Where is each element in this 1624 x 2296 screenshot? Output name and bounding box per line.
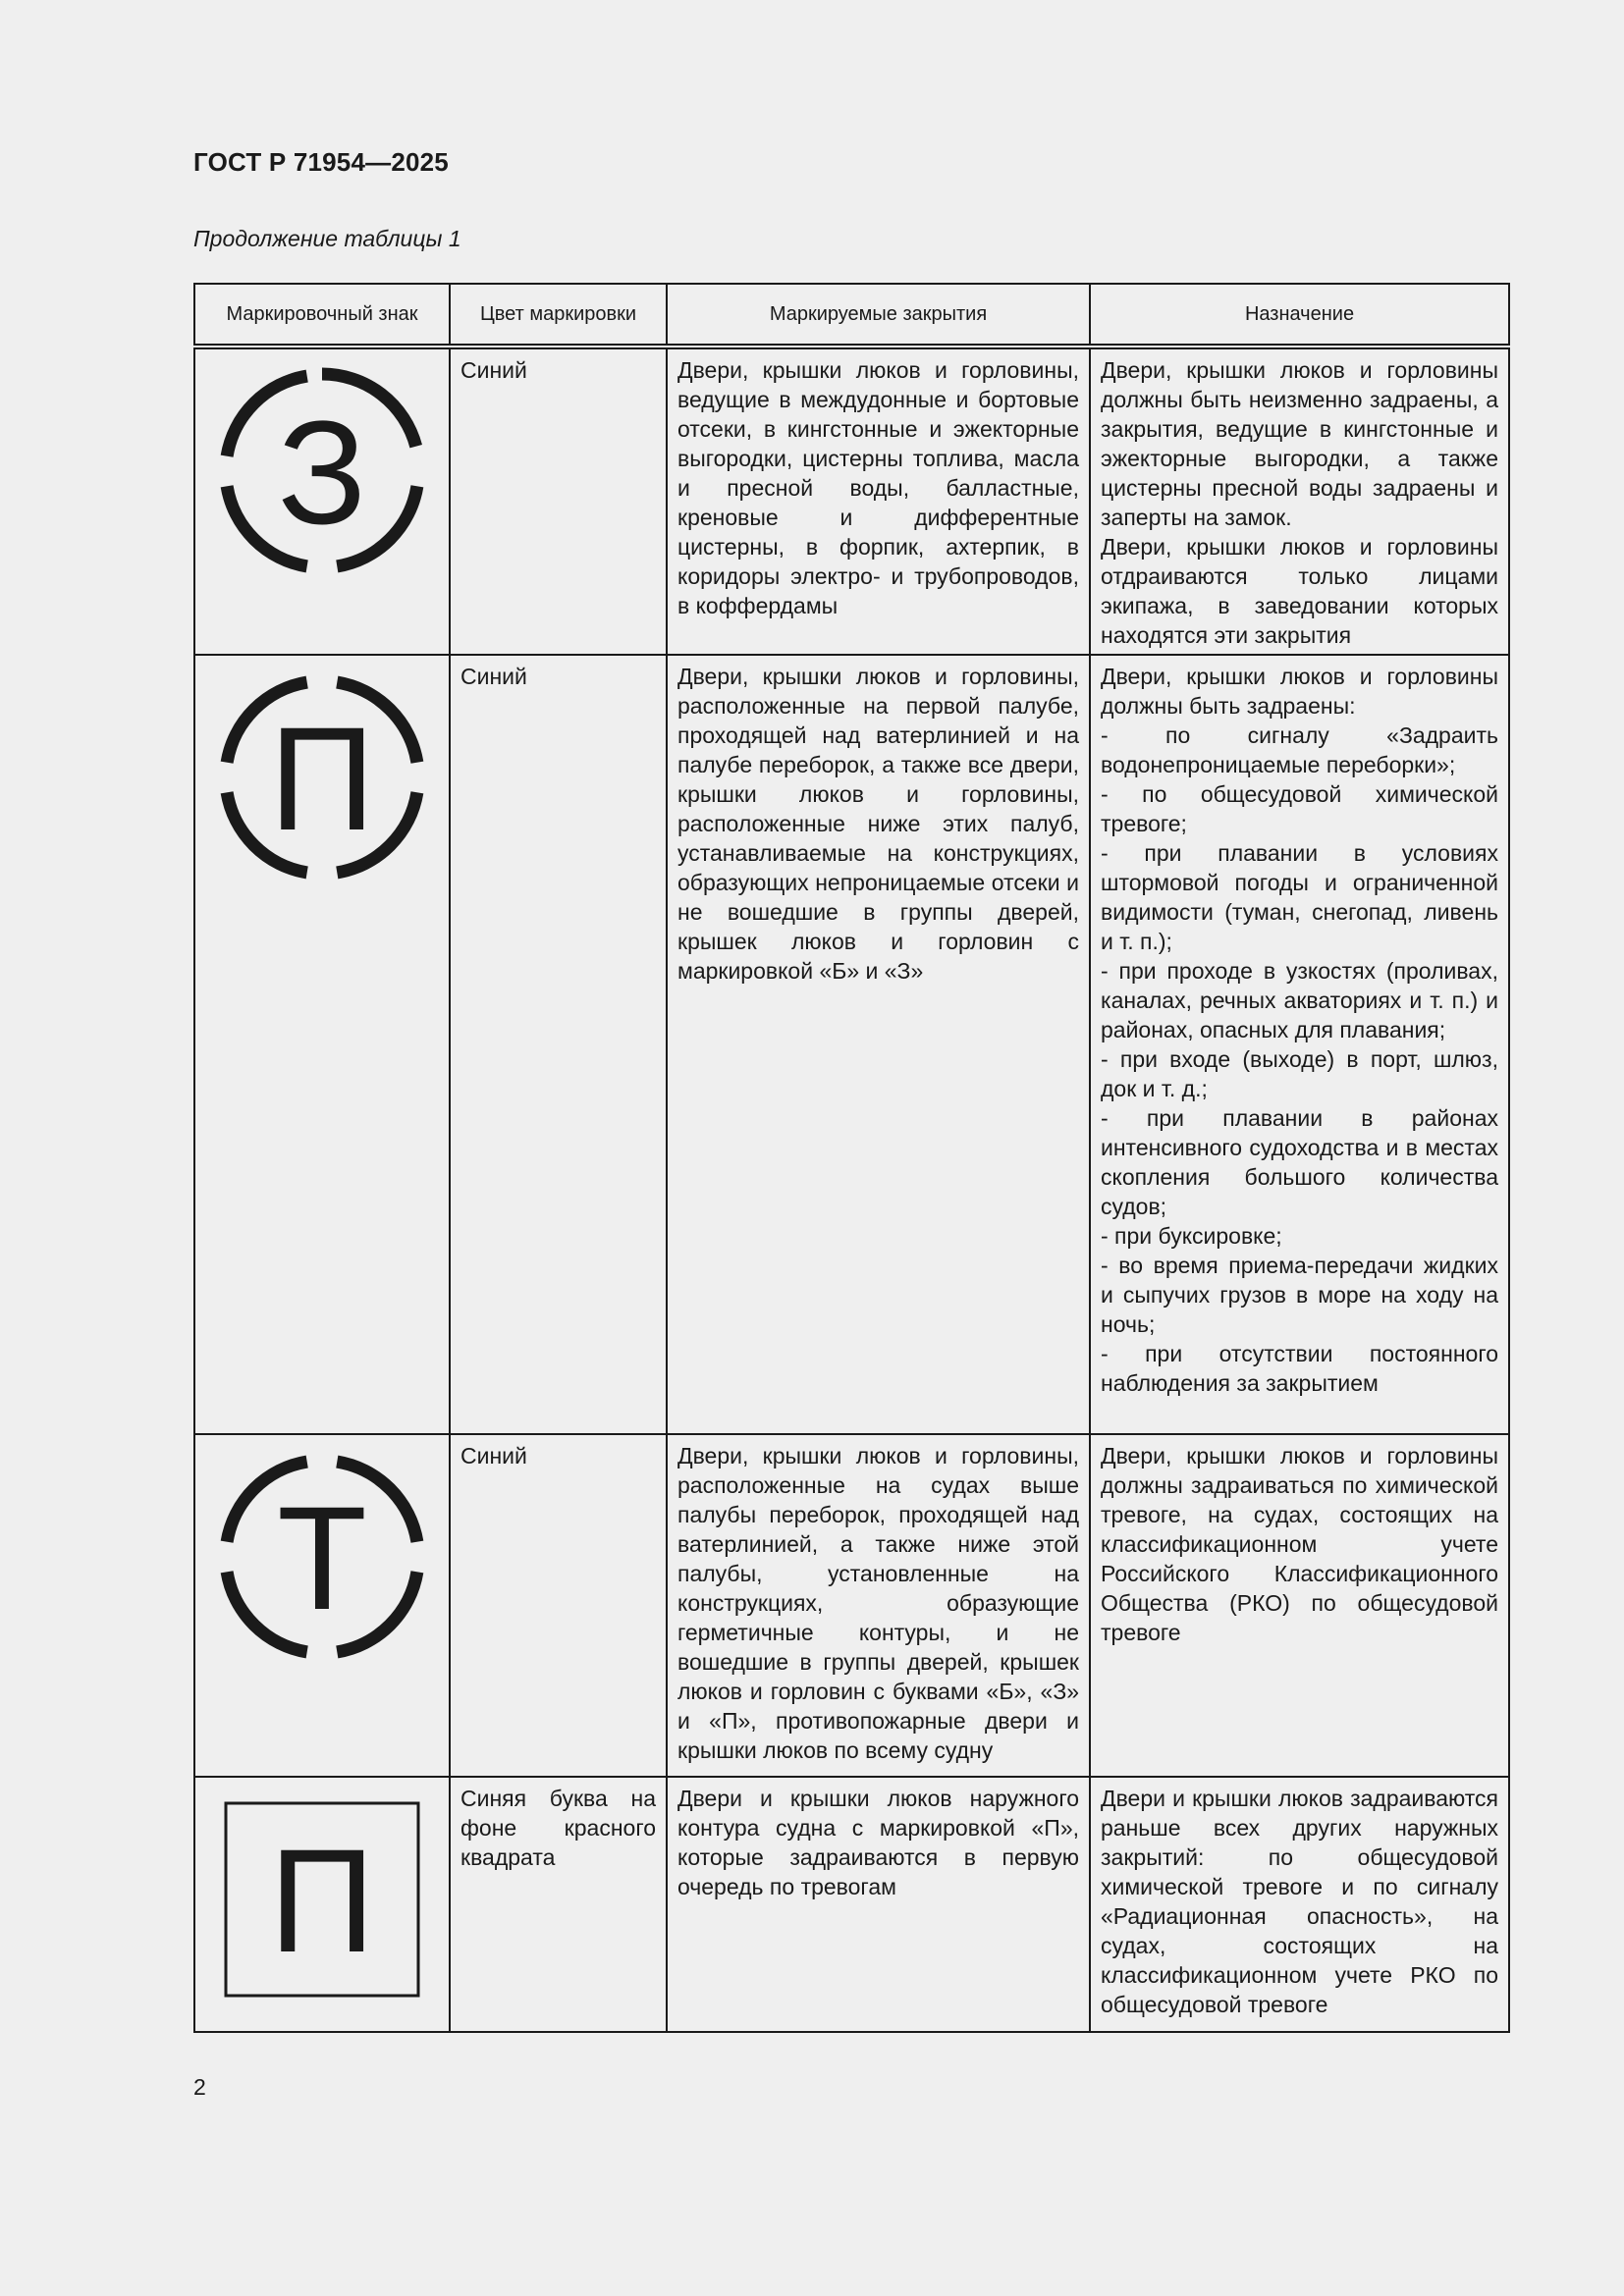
purpose-list-item: - при проходе в узкостях (проливах, каналах, речных акваториях и т. п.) и районах, опасных для плавания; bbox=[1101, 958, 1498, 1042]
marking-color: Синий bbox=[460, 1443, 527, 1468]
sign-cell bbox=[194, 1777, 450, 2032]
sign-cell bbox=[194, 655, 450, 1434]
purpose-list-item: - при плавании в районах интенсивного судоходства и в местах скопления большого количества судов; bbox=[1101, 1105, 1498, 1219]
closures-text: Двери, крышки люков и горловины, расположенные на судах выше палубы переборок, проходящей над ватерлинией, а также ниже этой палубы, установленные на конструкциях, образующие герметичные контуры, и не вошедшие в группы дверей, крышек люков и горловин с буквами «Б», «З» и «П», противопожарные двери и крышки люков по всему судну bbox=[677, 1443, 1079, 1763]
column-header-color: Цвет маркировки bbox=[450, 284, 667, 347]
marking-color-cell bbox=[450, 347, 667, 655]
purpose-list-item: - при входе (выходе) в порт, шлюз, док и т. д.; bbox=[1101, 1046, 1498, 1101]
purpose-cell bbox=[1090, 1777, 1509, 2032]
sign-letter: П bbox=[269, 696, 375, 861]
purpose-list-item: - по сигналу «Задраить водонепроницаемые переборки»; bbox=[1101, 722, 1498, 777]
page-number: 2 bbox=[193, 2074, 206, 2100]
sign-letter: З bbox=[277, 390, 367, 555]
table-row bbox=[194, 655, 1509, 1434]
purpose-paragraph: Двери, крышки люков и горловины должны быть задраены: bbox=[1101, 664, 1498, 719]
closures-cell bbox=[667, 655, 1090, 1434]
column-header-closures: Маркируемые закрытия bbox=[667, 284, 1090, 347]
sign-letter: П bbox=[269, 1818, 375, 1983]
purpose-paragraph: Двери, крышки люков и горловины должны задраиваться по химической тревоге, на судах, состоящих на классификационном учете Российского Классификационного Общества (РКО) по общесудовой тревоге bbox=[1101, 1443, 1498, 1645]
closures-cell bbox=[667, 1434, 1090, 1777]
sign-cell bbox=[194, 347, 450, 655]
table-row bbox=[194, 347, 1509, 655]
circle-marking-sign bbox=[214, 363, 430, 579]
marking-color: Синий bbox=[460, 664, 527, 689]
purpose-list-item: - при буксировке; bbox=[1101, 1223, 1282, 1249]
purpose-paragraph: Двери и крышки люков задраиваются раньше всех других наружных закрытий: по общесудовой химической тревоге и по сигналу «Радиационная опасность», на судах, состоящих на классификационном учете РКО по общесудовой тревоге bbox=[1101, 1786, 1498, 2017]
marking-color-cell bbox=[450, 655, 667, 1434]
table-header-row bbox=[194, 284, 1509, 347]
purpose-paragraph: Двери, крышки люков и горловины отдраиваются только лицами экипажа, в заведовании которых находятся эти закрытия bbox=[1101, 534, 1498, 648]
circle-marking-sign bbox=[214, 669, 430, 885]
purpose-list-item: - по общесудовой химической тревоге; bbox=[1101, 781, 1498, 836]
square-marking-sign bbox=[214, 1791, 430, 2007]
purpose-list-item: - при отсутствии постоянного наблюдения за закрытием bbox=[1101, 1341, 1498, 1396]
sign-cell bbox=[194, 1434, 450, 1777]
document-id: ГОСТ Р 71954—2025 bbox=[193, 147, 449, 177]
purpose-cell bbox=[1090, 655, 1509, 1434]
marking-color-cell bbox=[450, 1777, 667, 2032]
sign-letter: Т bbox=[277, 1475, 367, 1640]
purpose-paragraph: Двери, крышки люков и горловины должны быть неизменно задраены, а закрытия, ведущие в кингстонные и эжекторные выгородки, а также цистерны пресной воды задраены и заперты на замок. bbox=[1101, 357, 1498, 530]
closures-text: Двери и крышки люков наружного контура судна с маркировкой «П», которые задраиваются в первую очередь по тревогам bbox=[677, 1786, 1079, 1899]
marking-color: Синий bbox=[460, 357, 527, 383]
closures-text: Двери, крышки люков и горловины, ведущие в междудонные и бортовые отсеки, в кингстонные и эжекторные выгородки, цистерны топлива, масла и пресной воды, балластные, креновые и дифферентные цистерны, в форпик, ахтерпик, в коридоры электро- и трубопроводов, в коффердамы bbox=[677, 357, 1079, 618]
purpose-list-item: - при плавании в условиях штормовой погоды и ограниченной видимости (туман, снегопад, ливень и т. п.); bbox=[1101, 840, 1498, 954]
table-row bbox=[194, 1777, 1509, 2032]
column-header-purpose: Назначение bbox=[1090, 284, 1509, 347]
circle-marking-sign bbox=[214, 1449, 430, 1665]
marking-table bbox=[193, 283, 1510, 2033]
table-row bbox=[194, 1434, 1509, 1777]
closures-cell bbox=[667, 347, 1090, 655]
purpose-cell bbox=[1090, 1434, 1509, 1777]
closures-text: Двери, крышки люков и горловины, расположенные на первой палубе, проходящей над ватерлинией и на палубе переборок, а также все двери, крышки люков и горловины, расположенные ниже этих палуб, устанавливаемые на конструкциях, образующих непроницаемые отсеки и не вошедшие в группы дверей, крышек люков и горловин с маркировкой «Б» и «З» bbox=[677, 664, 1079, 984]
marking-color: Синяя буква на фоне красного квадрата bbox=[460, 1786, 656, 1870]
purpose-cell bbox=[1090, 347, 1509, 655]
closures-cell bbox=[667, 1777, 1090, 2032]
column-header-sign: Маркировочный знак bbox=[194, 284, 450, 347]
table-caption: Продолжение таблицы 1 bbox=[193, 226, 461, 251]
purpose-list-item: - во время приема-передачи жидких и сыпучих грузов в море на ходу на ночь; bbox=[1101, 1253, 1498, 1337]
marking-color-cell bbox=[450, 1434, 667, 1777]
